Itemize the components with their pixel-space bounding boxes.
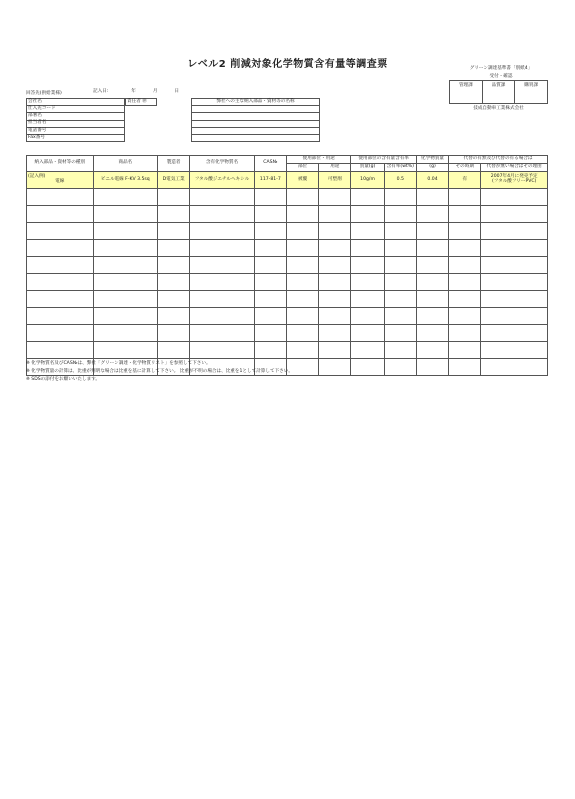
entry-date-year: 年	[131, 89, 136, 94]
entry-cell[interactable]	[157, 325, 189, 342]
entry-cell[interactable]	[190, 274, 254, 291]
delivered-parts-label: 弊社への主な納入部品・資材等の名称	[192, 99, 320, 106]
example-chemical: フタル酸ジエチルヘキシル	[190, 172, 254, 189]
entry-cell[interactable]	[416, 206, 448, 223]
entry-cell[interactable]	[157, 308, 189, 325]
entry-cell[interactable]	[481, 342, 548, 359]
header-purpose: 用途	[319, 164, 351, 172]
entry-cell[interactable]	[449, 291, 481, 308]
entry-cell[interactable]	[449, 223, 481, 240]
entry-row	[27, 189, 548, 206]
entry-cell[interactable]	[351, 274, 384, 291]
entry-cell[interactable]	[286, 342, 318, 359]
entry-cell[interactable]	[286, 240, 318, 257]
entry-cell[interactable]	[27, 325, 94, 342]
entry-cell[interactable]	[351, 359, 384, 376]
example-has-alt: 有	[449, 172, 481, 189]
receive-label: 受付・確認	[489, 74, 513, 79]
entry-row	[27, 257, 548, 274]
delivered-parts-table	[191, 98, 320, 142]
entry-cell[interactable]	[93, 325, 157, 342]
entry-cell[interactable]	[449, 274, 481, 291]
delivered-parts-entry[interactable]	[192, 113, 320, 120]
entry-cell[interactable]	[449, 325, 481, 342]
entry-cell[interactable]	[481, 257, 548, 274]
stamp-reference: グリーン調達基準書「別紙4」	[469, 66, 533, 71]
entry-row	[27, 308, 548, 325]
entry-cell[interactable]	[481, 325, 548, 342]
entry-cell[interactable]	[286, 274, 318, 291]
entry-cell[interactable]	[254, 223, 286, 240]
entry-cell[interactable]	[286, 325, 318, 342]
entry-cell[interactable]	[254, 325, 286, 342]
entry-cell[interactable]	[384, 359, 416, 376]
entry-cell[interactable]	[254, 189, 286, 206]
entry-cell[interactable]	[351, 189, 384, 206]
entry-cell[interactable]	[416, 342, 448, 359]
entry-cell[interactable]	[157, 189, 189, 206]
recipient-label: 回答先(供給業様)	[26, 91, 62, 96]
example-label: (記入例)	[28, 174, 46, 180]
entry-cell[interactable]	[190, 189, 254, 206]
header-rate: 含有率(wt%)	[384, 164, 416, 172]
entry-cell[interactable]	[384, 240, 416, 257]
entry-cell[interactable]	[190, 325, 254, 342]
header-chem-amount-unit: (g)	[416, 164, 448, 172]
entry-row	[27, 206, 548, 223]
entry-cell[interactable]	[384, 206, 416, 223]
entry-cell[interactable]	[254, 240, 286, 257]
entry-cell[interactable]	[449, 342, 481, 359]
entry-cell[interactable]	[481, 308, 548, 325]
delivered-parts-entry[interactable]	[192, 127, 320, 134]
entry-cell[interactable]	[93, 342, 157, 359]
entry-cell[interactable]	[449, 189, 481, 206]
entry-cell[interactable]	[93, 308, 157, 325]
example-rate: 0.5	[384, 172, 416, 189]
entry-cell[interactable]	[481, 274, 548, 291]
entry-date-month: 月	[152, 89, 158, 94]
entry-cell[interactable]	[190, 342, 254, 359]
page-title: レベル2 削減対象化学物質含有量等調査票	[187, 59, 388, 70]
entry-cell[interactable]	[351, 223, 384, 240]
entry-cell[interactable]	[286, 291, 318, 308]
entry-cell[interactable]	[319, 274, 351, 291]
entry-date-day: 日	[174, 89, 179, 94]
entry-cell[interactable]	[416, 240, 448, 257]
entry-cell[interactable]	[27, 257, 94, 274]
entry-cell[interactable]	[319, 223, 351, 240]
entry-cell[interactable]	[481, 291, 548, 308]
entry-cell[interactable]	[351, 308, 384, 325]
example-weight: 10g/m	[351, 172, 384, 189]
entry-cell[interactable]	[319, 325, 351, 342]
entry-cell[interactable]	[190, 257, 254, 274]
entry-cell[interactable]	[190, 223, 254, 240]
supplier-field-label: 仕入先コード	[27, 106, 125, 113]
example-alt-time-2: (フタル酸フリーPVC)	[492, 179, 537, 184]
entry-cell[interactable]	[93, 291, 157, 308]
entry-cell[interactable]	[93, 189, 157, 206]
notes	[26, 360, 293, 384]
entry-cell[interactable]	[481, 223, 548, 240]
entry-cell[interactable]	[157, 240, 189, 257]
entry-cell[interactable]	[157, 206, 189, 223]
stamp-cell: 品質課	[483, 81, 516, 103]
entry-cell[interactable]	[449, 257, 481, 274]
entry-cell[interactable]	[481, 359, 548, 376]
header-content: 使用部位の含有量含有率	[351, 156, 417, 164]
entry-cell[interactable]	[416, 359, 448, 376]
example-cas: 117-81-7	[254, 172, 286, 189]
example-alt-time-1: 2007年4月に発売予定	[490, 174, 538, 180]
stamp-cell: 管理課	[450, 81, 483, 103]
entry-cell[interactable]	[351, 240, 384, 257]
note-item: ※ 化学物質名及びCAS№は、弊社「グリーン調達・化学物質リスト」を参照して下さい。	[26, 361, 211, 366]
entry-cell[interactable]	[449, 240, 481, 257]
header-chem-amount: 化学物質量	[416, 156, 448, 164]
entry-cell[interactable]	[351, 206, 384, 223]
entry-cell[interactable]	[27, 308, 94, 325]
header-chemical: 含有化学物質名	[190, 156, 254, 172]
entry-cell[interactable]	[384, 342, 416, 359]
entry-cell[interactable]	[157, 291, 189, 308]
entry-cell[interactable]	[319, 359, 351, 376]
entry-cell[interactable]	[286, 189, 318, 206]
entry-cell[interactable]	[416, 291, 448, 308]
entry-cell[interactable]	[93, 206, 157, 223]
entry-date-label: 記入日:	[93, 89, 109, 94]
header-maker: 製造者	[157, 156, 189, 172]
header-alternative: 代替の有無及び代替の有る場合は	[449, 156, 548, 164]
entry-cell[interactable]	[93, 257, 157, 274]
entry-row	[27, 325, 548, 342]
example-purpose: 可塑剤	[319, 172, 351, 189]
entry-cell[interactable]	[254, 257, 286, 274]
entry-date	[93, 90, 179, 95]
delivered-parts-entry[interactable]	[192, 120, 320, 127]
responsible-table	[125, 98, 157, 106]
entry-row	[27, 342, 548, 359]
responsible-label: 責任者 ㊞	[126, 99, 157, 106]
chemical-survey-table	[26, 155, 548, 376]
entry-cell[interactable]	[254, 308, 286, 325]
entry-cell[interactable]	[481, 240, 548, 257]
entry-cell[interactable]	[190, 308, 254, 325]
example-type: 電線	[55, 179, 65, 184]
entry-cell[interactable]	[449, 308, 481, 325]
entry-cell[interactable]	[351, 342, 384, 359]
company-name: 技成自動車工業株式会社	[473, 106, 524, 111]
entry-cell[interactable]	[481, 206, 548, 223]
note-item: ※ SDSの添付をお願いいたします。	[26, 377, 101, 382]
header-alt-time: その時期	[449, 164, 481, 172]
entry-cell[interactable]	[384, 291, 416, 308]
entry-cell[interactable]	[384, 274, 416, 291]
entry-cell[interactable]	[93, 274, 157, 291]
example-alt-time-cell	[481, 172, 548, 189]
entry-cell[interactable]	[27, 291, 94, 308]
entry-cell[interactable]	[157, 257, 189, 274]
supplier-field-label: 電話番号	[27, 127, 125, 134]
entry-cell[interactable]	[157, 342, 189, 359]
delivered-parts-entry[interactable]	[192, 106, 320, 113]
example-type-cell	[27, 172, 94, 189]
entry-cell[interactable]	[416, 257, 448, 274]
entry-cell[interactable]	[254, 291, 286, 308]
entry-cell[interactable]	[27, 206, 94, 223]
delivered-parts-entry[interactable]	[192, 134, 320, 141]
entry-cell[interactable]	[27, 189, 94, 206]
entry-row	[27, 240, 548, 257]
example-row	[27, 172, 548, 189]
entry-cell[interactable]	[93, 240, 157, 257]
entry-cell[interactable]	[286, 223, 318, 240]
entry-cell[interactable]	[319, 206, 351, 223]
entry-cell[interactable]	[27, 274, 94, 291]
header-product: 商品名	[93, 156, 157, 172]
supplier-field-label: 担当者名	[27, 120, 125, 127]
entry-cell[interactable]	[449, 206, 481, 223]
entry-cell[interactable]	[190, 240, 254, 257]
example-amount: 0.04	[416, 172, 448, 189]
entry-cell[interactable]	[416, 325, 448, 342]
entry-cell[interactable]	[190, 291, 254, 308]
header-part: 部位	[286, 164, 318, 172]
entry-cell[interactable]	[254, 342, 286, 359]
entry-cell[interactable]	[351, 257, 384, 274]
entry-cell[interactable]	[254, 274, 286, 291]
entry-row	[27, 274, 548, 291]
header-alt-none: 代替が無い場合はその理由	[481, 164, 548, 172]
entry-cell[interactable]	[449, 359, 481, 376]
supplier-field-label: 会社名	[27, 99, 125, 106]
entry-cell[interactable]	[351, 291, 384, 308]
entry-cell[interactable]	[384, 325, 416, 342]
header-weight: 質量(g)	[351, 164, 384, 172]
entry-cell[interactable]	[351, 325, 384, 342]
entry-cell[interactable]	[157, 223, 189, 240]
entry-cell[interactable]	[286, 206, 318, 223]
entry-cell[interactable]	[319, 308, 351, 325]
supplier-info-table	[26, 98, 125, 142]
entry-cell[interactable]	[319, 189, 351, 206]
entry-cell[interactable]	[27, 342, 94, 359]
entry-cell[interactable]	[416, 308, 448, 325]
entry-cell[interactable]	[190, 206, 254, 223]
example-part: 被覆	[286, 172, 318, 189]
entry-cell[interactable]	[384, 257, 416, 274]
entry-cell[interactable]	[254, 206, 286, 223]
example-maker: D電気工業	[157, 172, 189, 189]
entry-cell[interactable]	[416, 189, 448, 206]
entry-cell[interactable]	[384, 189, 416, 206]
header-type: 納入部品・資材等の種別	[27, 156, 94, 172]
entry-cell[interactable]	[157, 274, 189, 291]
header-usage: 使用部位・用途	[286, 156, 350, 164]
entry-cell[interactable]	[319, 342, 351, 359]
entry-cell[interactable]	[319, 257, 351, 274]
entry-cell[interactable]	[416, 223, 448, 240]
entry-cell[interactable]	[384, 223, 416, 240]
entry-cell[interactable]	[27, 223, 94, 240]
approval-stamp-box	[449, 80, 548, 104]
entry-cell[interactable]	[27, 240, 94, 257]
entry-row	[27, 223, 548, 240]
entry-row	[27, 291, 548, 308]
stamp-cell: 購買課	[524, 83, 539, 88]
entry-cell[interactable]	[481, 189, 548, 206]
entry-cell[interactable]	[93, 223, 157, 240]
supplier-field-label: 部署名	[27, 113, 125, 120]
entry-cell[interactable]	[286, 308, 318, 325]
entry-cell[interactable]	[319, 291, 351, 308]
entry-cell[interactable]	[384, 308, 416, 325]
entry-cell[interactable]	[286, 257, 318, 274]
header-cas: CAS№	[254, 156, 286, 172]
entry-cell[interactable]	[416, 274, 448, 291]
entry-cell[interactable]	[319, 240, 351, 257]
supplier-field-label: Fax番号	[27, 134, 125, 141]
example-product: ビニル電線 F-KV 3.5sq	[93, 172, 157, 189]
note-item: ※ 化学物質量の計算は、比重が判明な場合は比重を基に計算して下さい。 比重が不明の場合は、比重を1として計算して下さい。	[26, 369, 293, 374]
